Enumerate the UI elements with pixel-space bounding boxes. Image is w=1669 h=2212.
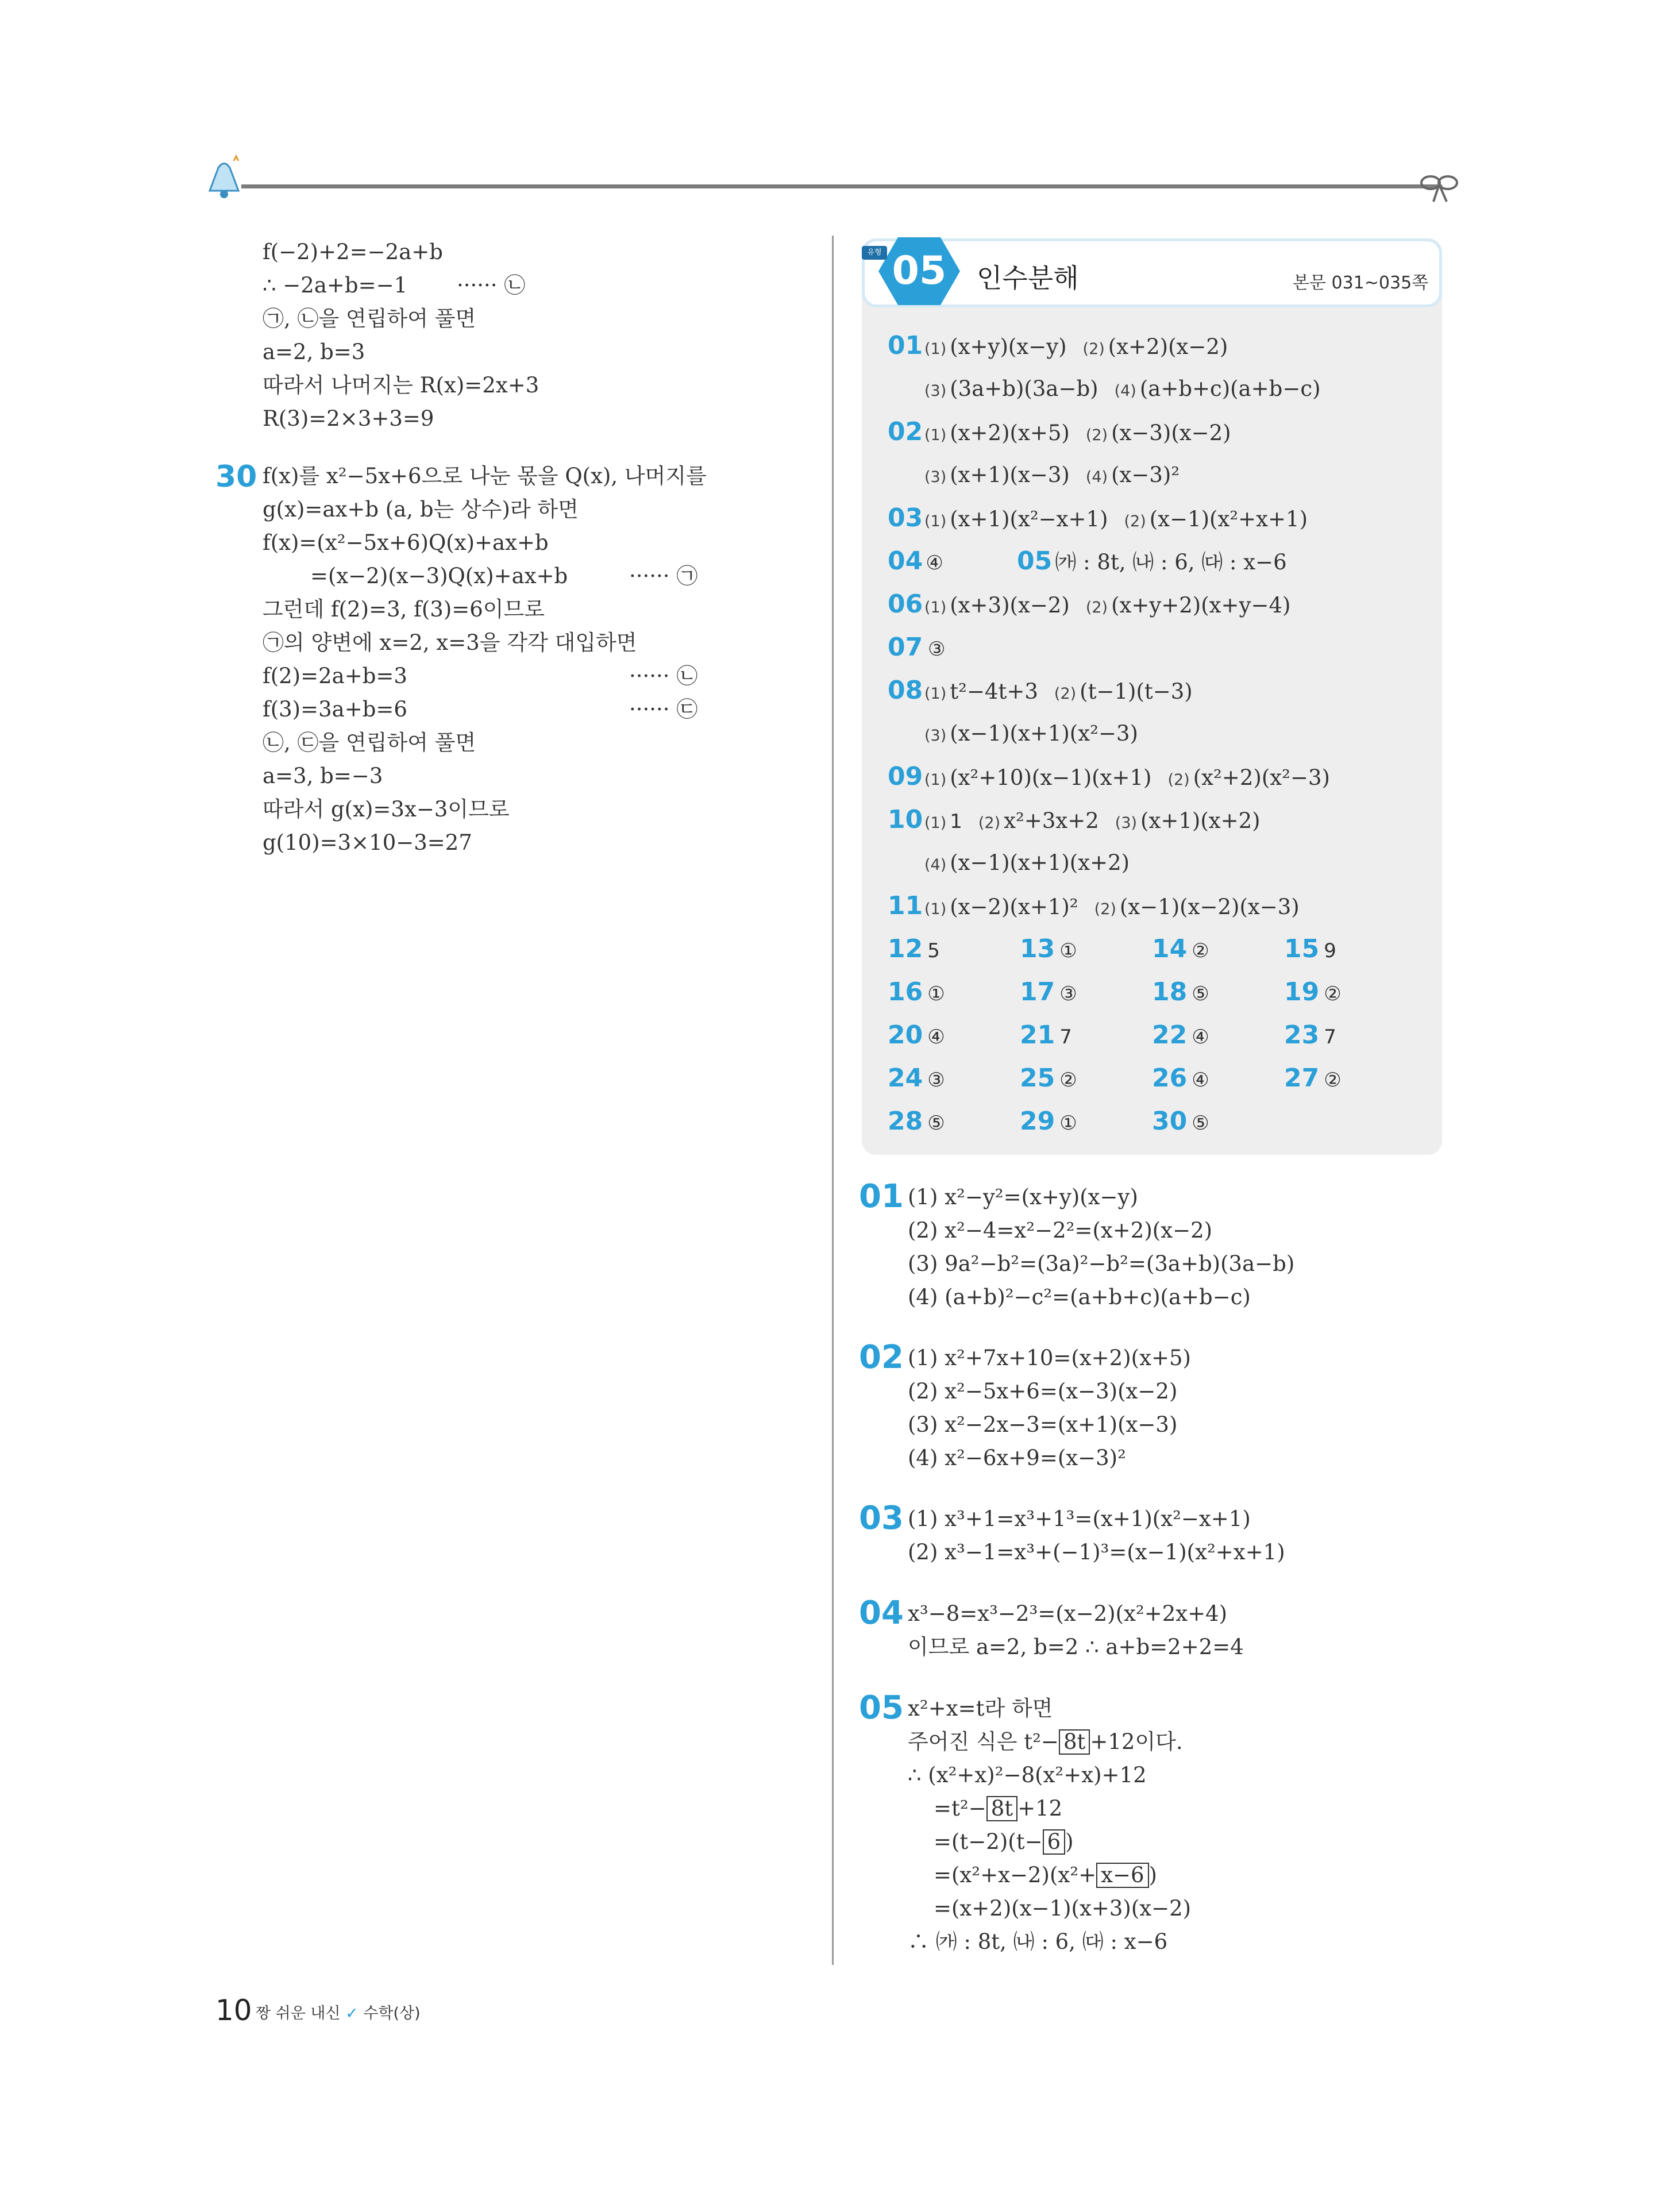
answer-row [1017, 540, 1287, 583]
answer-cell [1152, 1057, 1209, 1105]
solution-number: 04 [859, 1594, 904, 1632]
answer-row [888, 368, 1321, 410]
answer-cell [888, 1100, 945, 1148]
solution-line: (2) x²−5x+6=(x−3)(x−2) [908, 1379, 1178, 1404]
text: ) [1148, 1863, 1157, 1887]
question-number: 24 [888, 1063, 923, 1093]
left-line: a=3, b=−3 [263, 764, 383, 788]
left-line: ㉠의 양변에 x=2, x=3을 각각 대입하면 [263, 630, 637, 655]
equation-tag: ······ ㉠ [629, 564, 698, 588]
answer-grid-row [888, 1057, 1416, 1100]
answer-value: (x+y+2)(x+y−4) [1111, 593, 1291, 618]
subpart-label: (2) [1124, 512, 1146, 530]
answer-row [888, 454, 1180, 496]
book-title [256, 2001, 421, 2023]
solution-number: 05 [859, 1689, 904, 1727]
subpart-label: (3) [924, 727, 947, 745]
answer-value: ⑤ [927, 1112, 945, 1135]
answer-cell [1152, 1100, 1209, 1148]
answer-cell [1020, 1100, 1077, 1148]
answer-cell [1152, 971, 1209, 1019]
answer-value: t²−4t+3 [950, 679, 1038, 704]
answer-value: 7 [1324, 1026, 1336, 1049]
subpart-label: (1) [924, 814, 947, 832]
question-number: 20 [888, 1020, 923, 1050]
subpart-label: (4) [1085, 468, 1108, 486]
text: 주어진 식은 t²− [908, 1729, 1059, 1754]
question-number: 09 [888, 762, 923, 791]
question-number: 03 [888, 503, 923, 533]
answer-value: ③ [1059, 982, 1077, 1005]
answer-value: (x−3)² [1111, 463, 1180, 487]
answer-value: ⑤ [1192, 1112, 1209, 1135]
answer-value: ③ [927, 1069, 945, 1092]
answer-row [888, 885, 1300, 927]
column-divider [832, 236, 834, 1965]
left-line: f(−2)+2=−2a+b [263, 240, 443, 264]
answer-row [888, 540, 943, 583]
page-reference: 본문 031~035쪽 [1293, 273, 1429, 293]
ribbon-icon [1419, 170, 1459, 205]
answer-blank: 6 [1043, 1829, 1066, 1855]
answer-value: (x−1)(x²+x+1) [1149, 507, 1308, 531]
answer-value: ② [1192, 939, 1209, 962]
answer-row [888, 626, 945, 669]
text: ) [1065, 1829, 1074, 1854]
answer-cell [1284, 1057, 1342, 1105]
answer-value: (x+y)(x−y) [950, 334, 1067, 359]
answer-row [888, 842, 1130, 884]
subpart-label: (1) [924, 340, 947, 358]
answer-row [888, 583, 1290, 626]
solution-line: (3) x²−2x−3=(x+1)(x−3) [908, 1412, 1178, 1437]
question-number: 06 [888, 589, 923, 619]
answer-value: ㈎ : 8t, ㈏ : 6, ㈐ : x−6 [1055, 550, 1287, 575]
question-number: 12 [888, 934, 923, 964]
answer-cell [1020, 971, 1077, 1019]
question-number: 16 [888, 977, 923, 1007]
answer-value: ④ [1192, 1026, 1209, 1049]
solution-line: (1) x³+1=x³+1³=(x+1)(x²−x+1) [908, 1506, 1251, 1531]
answer-cell [888, 971, 945, 1019]
left-line: 따라서 g(x)=3x−3이므로 [263, 797, 510, 822]
answer-row [888, 669, 1193, 712]
question-number: 26 [1152, 1063, 1188, 1093]
subpart-label: (1) [924, 900, 947, 918]
question-number: 23 [1284, 1020, 1320, 1050]
question-number: 11 [888, 891, 923, 920]
book-title-a: 짱 쉬운 내신 [256, 2005, 341, 2022]
question-number: 22 [1152, 1020, 1188, 1050]
solution-number: 03 [859, 1500, 904, 1537]
answer-value: ① [927, 982, 945, 1005]
subpart-label: (2) [1167, 771, 1190, 789]
answer-value: ② [1324, 1069, 1342, 1092]
solution-line: (1) x²−y²=(x+y)(x−y) [908, 1185, 1138, 1209]
question-number: 30 [1152, 1107, 1188, 1136]
answer-value: ③ [928, 638, 946, 661]
answer-value: ④ [927, 1026, 945, 1049]
answer-value: (x+1)(x−3) [950, 463, 1070, 487]
left-line: 그런데 f(2)=3, f(3)=6이므로 [263, 597, 545, 622]
answer-row [888, 325, 1228, 367]
left-line: f(x)=(x²−5x+6)Q(x)+ax+b [263, 530, 549, 555]
section-number: 05 [892, 248, 947, 294]
solution-line: (2) x³−1=x³+(−1)³=(x−1)(x²+x+1) [908, 1540, 1285, 1564]
answer-cell [1020, 1057, 1077, 1105]
subpart-label: (1) [924, 771, 947, 789]
subpart-label: (4) [924, 856, 947, 874]
answer-value: (x−3)(x−2) [1111, 421, 1231, 445]
question-number: 08 [888, 676, 923, 705]
answer-value: 5 [927, 939, 940, 962]
answer-value: (x−1)(x+1)(x²−3) [950, 721, 1138, 746]
question-number: 04 [888, 546, 923, 576]
subpart-label: (2) [1054, 685, 1077, 703]
answer-value: x²+3x+2 [1004, 808, 1099, 833]
section-title: 인수분해 [977, 263, 1079, 294]
answer-value: (a+b+c)(a+b−c) [1139, 376, 1321, 401]
answer-row [888, 497, 1308, 539]
left-line: f(2)=2a+b=3 [263, 664, 407, 688]
answer-cell [1284, 1014, 1336, 1062]
answer-value: (x+2)(x−2) [1108, 334, 1228, 359]
question-number: 14 [1152, 934, 1188, 964]
solution-line [934, 1792, 1062, 1825]
question-number: 17 [1020, 977, 1055, 1007]
solution-line [908, 1725, 1183, 1759]
question-number: 25 [1020, 1063, 1055, 1093]
answer-value: (x−2)(x+1)² [950, 895, 1078, 919]
answer-cell [1284, 971, 1342, 1019]
answer-value: (x²+10)(x−1)(x+1) [950, 765, 1152, 790]
subpart-label: (3) [1115, 814, 1138, 832]
subpart-label: (1) [924, 599, 947, 616]
answer-value: (t−1)(t−3) [1080, 679, 1193, 704]
left-line: ㉡, ㉢을 연립하여 풀면 [263, 730, 476, 755]
text: =t²− [934, 1796, 986, 1821]
solution-line: ∴ ㈎ : 8t, ㈏ : 6, ㈐ : x−6 [908, 1929, 1168, 1954]
subpart-label: (2) [1085, 599, 1108, 616]
subpart-label: (3) [924, 468, 947, 486]
answer-value: ④ [1192, 1069, 1209, 1092]
left-line: f(3)=3a+b=6 [263, 697, 407, 722]
question-number: 29 [1020, 1107, 1055, 1136]
answer-grid-row [888, 928, 1416, 970]
answer-value: (x−1)(x−2)(x−3) [1119, 895, 1300, 919]
type-badge: 유형 [862, 246, 887, 260]
solution-number: 02 [859, 1339, 904, 1376]
answer-value: ① [1059, 939, 1077, 962]
bell-icon [198, 151, 250, 202]
answer-cell [1020, 1014, 1072, 1062]
solution-line: (2) x²−4=x²−2²=(x+2)(x−2) [908, 1218, 1213, 1243]
left-line: f(x)를 x²−5x+6으로 나눈 몫을 Q(x), 나머지를 [263, 464, 707, 488]
solution-line: (3) 9a²−b²=(3a)²−b²=(3a+b)(3a−b) [908, 1251, 1295, 1276]
left-line: ㉠, ㉡을 연립하여 풀면 [263, 306, 476, 331]
solution-line: (4) (a+b)²−c²=(a+b+c)(a+b−c) [908, 1285, 1251, 1309]
question-number: 21 [1020, 1020, 1055, 1050]
solution-line: x²+x=t라 하면 [908, 1696, 1053, 1721]
answer-value: (x−1)(x+1)(x+2) [950, 850, 1130, 875]
question-number: 27 [1284, 1063, 1320, 1093]
answer-value: (x²+2)(x²−3) [1193, 765, 1330, 790]
answer-cell [1152, 1014, 1209, 1062]
text: =(x²+x−2)(x²+ [934, 1863, 1097, 1887]
answer-blank: 8t [986, 1796, 1017, 1821]
solution-line [934, 1859, 1157, 1892]
answer-cell [888, 928, 940, 976]
text: +12이다. [1090, 1729, 1183, 1754]
check-icon: ✓ [345, 2005, 359, 2022]
left-line: ∴ −2a+b=−1 [263, 273, 408, 298]
answer-cell [1284, 928, 1336, 976]
subpart-label: (1) [924, 512, 947, 530]
answer-row [888, 799, 1261, 841]
answer-value: ② [1059, 1069, 1077, 1092]
question-number: 28 [888, 1107, 923, 1136]
answer-value: (x+1)(x+2) [1140, 808, 1261, 833]
answer-row [888, 411, 1231, 453]
subpart-label: (1) [924, 685, 947, 703]
subpart-label: (1) [924, 426, 947, 444]
answer-row [888, 756, 1330, 798]
question-number: 15 [1284, 934, 1320, 964]
answer-row [888, 712, 1138, 755]
solution-line: ∴ (x²+x)²−8(x²+x)+12 [908, 1763, 1147, 1787]
text: =(t−2)(t− [934, 1829, 1043, 1854]
header-rule [241, 184, 1442, 188]
question-number: 01 [888, 331, 923, 360]
solution-line: x³−8=x³−2³=(x−2)(x²+2x+4) [908, 1601, 1228, 1626]
left-line: 따라서 나머지는 R(x)=2x+3 [263, 373, 539, 398]
problem-number: 30 [215, 460, 257, 494]
subpart-label: (2) [1085, 426, 1108, 444]
solution-number: 01 [859, 1178, 904, 1215]
equation-tag: ······ ㉢ [629, 697, 698, 722]
answer-blank: x−6 [1096, 1863, 1148, 1888]
question-number: 13 [1020, 934, 1055, 964]
solution-line: =(x+2)(x−1)(x+3)(x−2) [934, 1896, 1192, 1921]
solution-line: 이므로 a=2, b=2 ∴ a+b=2+2=4 [908, 1635, 1244, 1659]
left-line: a=2, b=3 [263, 340, 365, 364]
question-number: 10 [888, 805, 923, 834]
solution-line [934, 1825, 1074, 1859]
answer-value: 7 [1059, 1026, 1072, 1049]
question-number: 02 [888, 417, 923, 446]
answer-value: (x+1)(x²−x+1) [950, 507, 1108, 531]
text: +12 [1017, 1796, 1063, 1821]
answer-value: ② [1324, 982, 1342, 1005]
answer-value: ① [1059, 1112, 1077, 1135]
answer-cell [1152, 928, 1209, 976]
answer-value: (x+2)(x+5) [950, 421, 1070, 445]
answer-grid-row [888, 971, 1416, 1013]
answer-grid-row [888, 1100, 1416, 1143]
subpart-label: (3) [924, 382, 947, 400]
question-number: 07 [888, 633, 923, 662]
answer-value: 9 [1324, 939, 1336, 962]
left-line: R(3)=2×3+3=9 [263, 406, 434, 431]
answer-cell [1020, 928, 1077, 976]
answer-blank: 8t [1059, 1729, 1090, 1755]
subpart-label: (2) [1094, 900, 1116, 918]
answer-value: ④ [926, 552, 943, 575]
equation-tag: ······ ㉡ [629, 664, 698, 688]
answer-grid-row [888, 1014, 1416, 1057]
subpart-label: (4) [1114, 382, 1136, 400]
answer-cell [888, 1057, 945, 1105]
question-number: 05 [1017, 546, 1053, 576]
book-title-b: 수학(상) [363, 2005, 421, 2022]
solution-line: (4) x²−6x+9=(x−3)² [908, 1446, 1126, 1470]
question-number: 18 [1152, 977, 1188, 1007]
solution-line: (1) x²+7x+10=(x+2)(x+5) [908, 1346, 1191, 1370]
question-number: 19 [1284, 977, 1320, 1007]
answer-value: ⑤ [1192, 982, 1209, 1005]
subpart-label: (2) [978, 814, 1001, 832]
subpart-label: (2) [1082, 340, 1105, 358]
left-line: g(x)=ax+b (a, b는 상수)라 하면 [263, 497, 579, 522]
left-line: g(10)=3×10−3=27 [263, 830, 472, 855]
answer-value: (x+3)(x−2) [950, 593, 1070, 618]
page-number: 10 [215, 1994, 252, 2027]
equation-tag: ······ ㉡ [457, 273, 526, 298]
answer-value: 1 [950, 810, 962, 833]
answer-cell [888, 1014, 945, 1062]
answer-value: (3a+b)(3a−b) [950, 376, 1098, 401]
left-line: =(x−2)(x−3)Q(x)+ax+b [310, 564, 568, 588]
